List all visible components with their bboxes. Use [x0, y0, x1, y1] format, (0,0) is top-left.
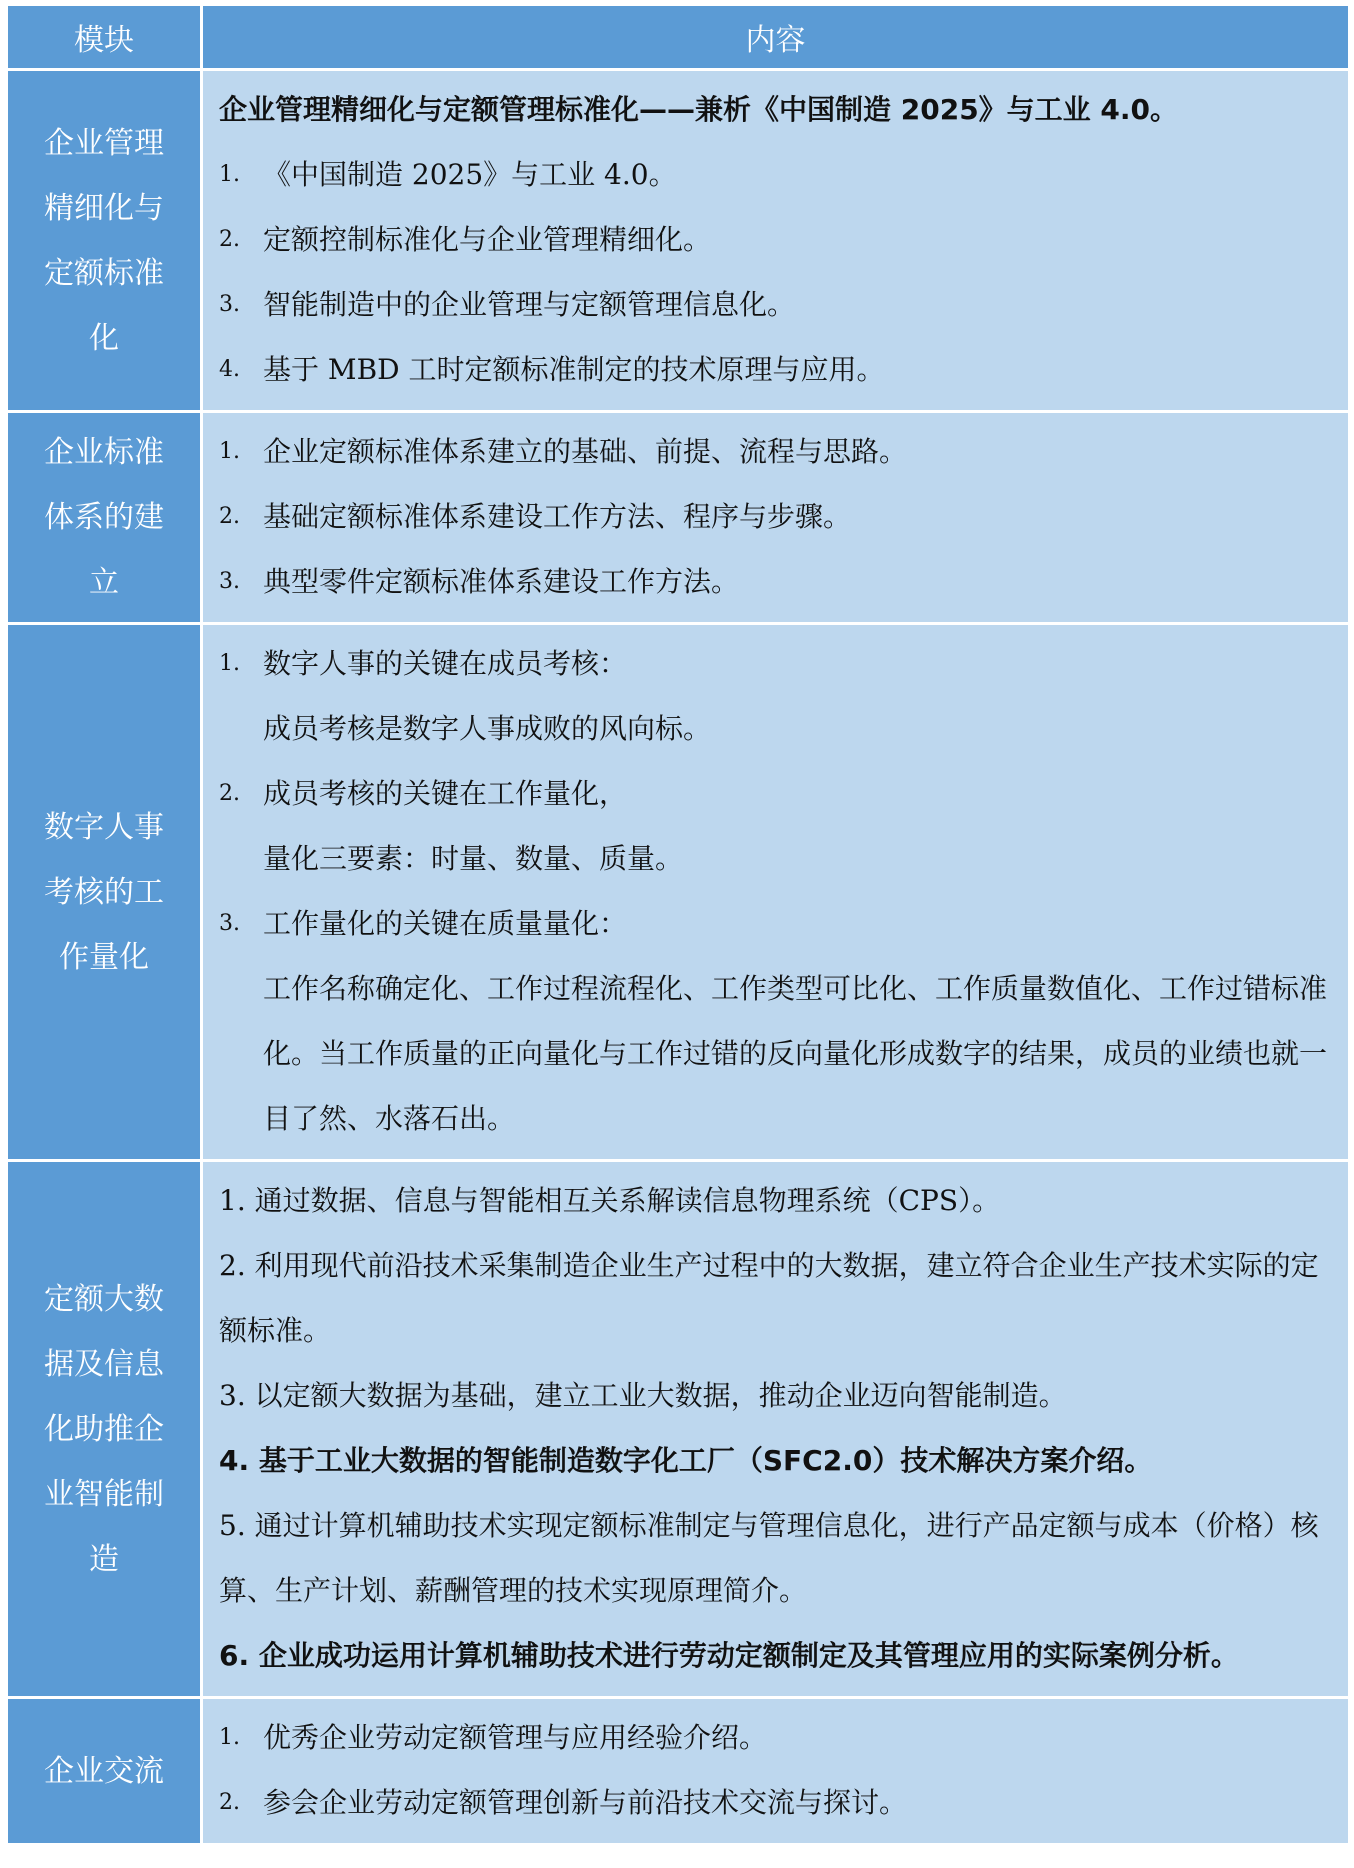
list-item	[219, 761, 1332, 826]
content-cell	[203, 413, 1348, 622]
item-text: 工作量化的关键在质量量化：	[263, 907, 628, 940]
list-item	[219, 1705, 1332, 1770]
list-paragraph: 3. 以定额大数据为基础，建立工业大数据，推动企业迈向智能制造。	[219, 1379, 1067, 1412]
item-text: 参会企业劳动定额管理创新与前沿技术交流与探讨。	[263, 1786, 908, 1819]
item-number: 1.	[219, 651, 240, 676]
item-text: 典型零件定额标准体系建设工作方法。	[263, 565, 740, 598]
list-paragraph: 1. 通过数据、信息与智能相互关系解读信息物理系统（CPS）。	[219, 1184, 1001, 1217]
item-text: 《中国制造 2025》与工业 4.0。	[263, 158, 677, 191]
list-paragraph: 2. 利用现代前沿技术采集制造企业生产过程中的大数据，建立符合企业生产技术实际的定额标准。	[219, 1249, 1319, 1347]
item-number: 1.	[219, 1725, 240, 1750]
module-cell	[8, 1162, 203, 1696]
item-number: 2.	[219, 504, 240, 529]
item-number: 3.	[219, 911, 240, 936]
item-number: 1.	[219, 162, 240, 187]
module-cell	[8, 71, 203, 410]
content-cell	[203, 625, 1348, 1159]
list-item	[219, 484, 1332, 549]
module-label: 企业交流	[44, 1753, 164, 1789]
item-text: 成员考核的关键在工作量化，	[263, 777, 628, 810]
item-text: 定额控制标准化与企业管理精细化。	[263, 223, 712, 256]
table-row	[8, 71, 1348, 413]
table-row	[8, 625, 1348, 1162]
item-number: 1.	[219, 439, 240, 464]
header-module: 模块	[8, 6, 203, 68]
item-text: 基础定额标准体系建设工作方法、程序与步骤。	[263, 500, 852, 533]
list-item	[219, 1770, 1332, 1835]
item-number: 2.	[219, 1790, 240, 1815]
item-text: 数字人事的关键在成员考核：	[263, 647, 628, 680]
item-number: 4.	[219, 357, 240, 382]
item-text: 智能制造中的企业管理与定额管理信息化。	[263, 288, 796, 321]
list-item	[219, 549, 1332, 614]
item-number: 3.	[219, 569, 240, 594]
header-content: 内容	[203, 6, 1348, 68]
list-item	[219, 631, 1332, 696]
list-item	[219, 337, 1332, 402]
content-cell	[203, 1162, 1348, 1696]
item-text: 基于 MBD 工时定额标准制定的技术原理与应用。	[263, 353, 885, 386]
table-row	[8, 1162, 1348, 1699]
list-item	[219, 272, 1332, 337]
item-subtext: 量化三要素：时量、数量、质量。	[263, 842, 684, 875]
list-item	[219, 207, 1332, 272]
item-subtext: 成员考核是数字人事成败的风向标。	[263, 712, 712, 745]
list-item	[219, 142, 1332, 207]
module-label: 定额大数据及信息化助推企业智能制造	[44, 1281, 164, 1577]
module-label: 数字人事考核的工作量化	[44, 809, 164, 975]
item-text: 企业定额标准体系建立的基础、前提、流程与思路。	[263, 435, 908, 468]
table-row	[8, 413, 1348, 625]
module-label: 企业标准体系的建立	[44, 435, 164, 600]
list-paragraph-bold: 6. 企业成功运用计算机辅助技术进行劳动定额制定及其管理应用的实际案例分析。	[219, 1639, 1239, 1672]
item-number: 3.	[219, 292, 240, 317]
table-header-row	[8, 6, 1348, 71]
module-cell	[8, 1699, 203, 1843]
section-title: 企业管理精细化与定额管理标准化——兼析《中国制造 2025》与工业 4.0。	[219, 93, 1179, 126]
item-text: 优秀企业劳动定额管理与应用经验介绍。	[263, 1721, 768, 1754]
table-row	[8, 1699, 1348, 1846]
item-number: 2.	[219, 781, 240, 806]
module-cell	[8, 625, 203, 1159]
list-paragraph: 5. 通过计算机辅助技术实现定额标准制定与管理信息化，进行产品定额与成本（价格）核算、生产计划、薪酬管理的技术实现原理简介。	[219, 1509, 1319, 1607]
content-cell	[203, 71, 1348, 410]
list-paragraph-bold: 4. 基于工业大数据的智能制造数字化工厂（SFC2.0）技术解决方案介绍。	[219, 1444, 1153, 1477]
item-number: 2.	[219, 227, 240, 252]
item-subtext: 工作名称确定化、工作过程流程化、工作类型可比化、工作质量数值化、工作过错标准化。当工作质量的正向量化与工作过错的反向量化形成数字的结果，成员的业绩也就一目了然、水落石出。	[263, 972, 1328, 1135]
module-cell	[8, 413, 203, 622]
content-cell	[203, 1699, 1348, 1843]
list-item	[219, 891, 1332, 956]
module-label: 企业管理精细化与定额标准化	[44, 125, 164, 356]
list-item	[219, 419, 1332, 484]
curriculum-table	[8, 6, 1348, 1846]
